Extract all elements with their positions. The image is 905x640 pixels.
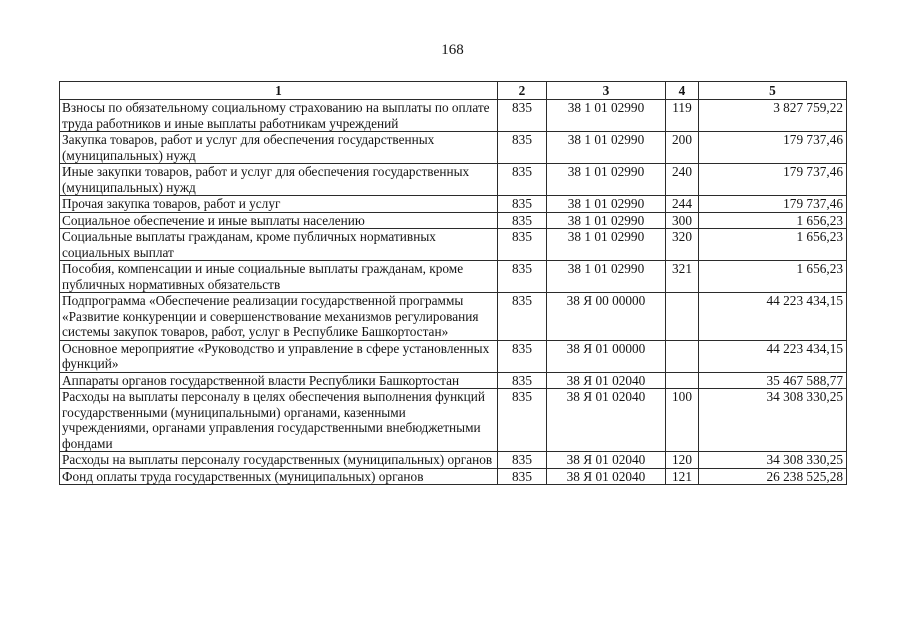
row-sum-cell: 44 223 434,15 xyxy=(699,293,847,341)
row-vr-cell: 321 xyxy=(666,261,699,293)
row-name-cell: Взносы по обязательному социальному страхованию на выплаты по оплате труда работников и иные выплаты работникам учреждений xyxy=(60,100,498,132)
row-ved-cell: 835 xyxy=(498,340,547,372)
row-csr-cell: 38 Я 01 02040 xyxy=(547,468,666,485)
row-vr-cell xyxy=(666,293,699,341)
table-body xyxy=(60,100,847,485)
row-vr-cell: 240 xyxy=(666,164,699,196)
row-csr-cell: 38 Я 01 02040 xyxy=(547,389,666,452)
row-csr-cell: 38 1 01 02990 xyxy=(547,212,666,229)
row-name-cell: Закупка товаров, работ и услуг для обеспечения государственных (муниципальных) нужд xyxy=(60,132,498,164)
row-ved-cell: 835 xyxy=(498,100,547,132)
page-number: 168 xyxy=(441,42,464,58)
table-header-row xyxy=(60,82,847,100)
row-ved-cell: 835 xyxy=(498,212,547,229)
table-row xyxy=(60,389,847,452)
row-vr-cell: 100 xyxy=(666,389,699,452)
row-name-cell: Фонд оплаты труда государственных (муниципальных) органов xyxy=(60,468,498,485)
table-row xyxy=(60,229,847,261)
row-sum-cell: 179 737,46 xyxy=(699,164,847,196)
table-row xyxy=(60,132,847,164)
row-csr-cell: 38 1 01 02990 xyxy=(547,132,666,164)
row-sum-cell: 1 656,23 xyxy=(699,229,847,261)
row-sum-cell: 44 223 434,15 xyxy=(699,340,847,372)
header-col-2: 2 xyxy=(498,82,547,100)
row-ved-cell: 835 xyxy=(498,389,547,452)
row-sum-cell: 34 308 330,25 xyxy=(699,389,847,452)
row-sum-cell: 34 308 330,25 xyxy=(699,452,847,469)
row-name-cell: Иные закупки товаров, работ и услуг для обеспечения государственных (муниципальных) нужд xyxy=(60,164,498,196)
row-csr-cell: 38 1 01 02990 xyxy=(547,100,666,132)
row-csr-cell: 38 Я 01 02040 xyxy=(547,372,666,389)
row-vr-cell: 300 xyxy=(666,212,699,229)
row-vr-cell: 121 xyxy=(666,468,699,485)
row-name-cell: Социальное обеспечение и иные выплаты населению xyxy=(60,212,498,229)
row-name-cell: Расходы на выплаты персоналу государственных (муниципальных) органов xyxy=(60,452,498,469)
table-row xyxy=(60,452,847,469)
table-row xyxy=(60,340,847,372)
row-csr-cell: 38 1 01 02990 xyxy=(547,261,666,293)
row-vr-cell xyxy=(666,340,699,372)
row-sum-cell: 1 656,23 xyxy=(699,261,847,293)
row-ved-cell: 835 xyxy=(498,261,547,293)
row-name-cell: Основное мероприятие «Руководство и управление в сфере установленных функций» xyxy=(60,340,498,372)
header-col-1: 1 xyxy=(60,82,498,100)
row-csr-cell: 38 Я 00 00000 xyxy=(547,293,666,341)
row-sum-cell: 1 656,23 xyxy=(699,212,847,229)
row-csr-cell: 38 Я 01 00000 xyxy=(547,340,666,372)
header-col-3: 3 xyxy=(547,82,666,100)
row-sum-cell: 3 827 759,22 xyxy=(699,100,847,132)
row-vr-cell: 120 xyxy=(666,452,699,469)
budget-table xyxy=(59,81,847,485)
table-row xyxy=(60,468,847,485)
row-ved-cell: 835 xyxy=(498,229,547,261)
row-sum-cell: 179 737,46 xyxy=(699,132,847,164)
row-csr-cell: 38 1 01 02990 xyxy=(547,164,666,196)
header-col-4: 4 xyxy=(666,82,699,100)
row-name-cell: Социальные выплаты гражданам, кроме публичных нормативных социальных выплат xyxy=(60,229,498,261)
row-ved-cell: 835 xyxy=(498,164,547,196)
table-row xyxy=(60,212,847,229)
row-vr-cell: 244 xyxy=(666,196,699,213)
header-col-5: 5 xyxy=(699,82,847,100)
table-row xyxy=(60,293,847,341)
row-name-cell: Расходы на выплаты персоналу в целях обеспечения выполнения функций государственными (муниципальными) органами, казенными учреждениями, органами управления государственными внебюджетными фондами xyxy=(60,389,498,452)
table-row xyxy=(60,164,847,196)
row-vr-cell: 119 xyxy=(666,100,699,132)
row-vr-cell: 200 xyxy=(666,132,699,164)
row-name-cell: Аппараты органов государственной власти Республики Башкортостан xyxy=(60,372,498,389)
table-row xyxy=(60,100,847,132)
row-ved-cell: 835 xyxy=(498,452,547,469)
row-csr-cell: 38 1 01 02990 xyxy=(547,229,666,261)
row-name-cell: Подпрограмма «Обеспечение реализации государственной программы «Развитие конкуренции и совершенствование механизмов регулирования системы закупок товаров, работ, услуг в Республике Башкортостан» xyxy=(60,293,498,341)
row-vr-cell: 320 xyxy=(666,229,699,261)
row-name-cell: Прочая закупка товаров, работ и услуг xyxy=(60,196,498,213)
row-ved-cell: 835 xyxy=(498,372,547,389)
row-ved-cell: 835 xyxy=(498,293,547,341)
row-sum-cell: 26 238 525,28 xyxy=(699,468,847,485)
table-row xyxy=(60,196,847,213)
row-ved-cell: 835 xyxy=(498,196,547,213)
row-ved-cell: 835 xyxy=(498,132,547,164)
row-vr-cell xyxy=(666,372,699,389)
row-csr-cell: 38 1 01 02990 xyxy=(547,196,666,213)
table-row xyxy=(60,261,847,293)
row-csr-cell: 38 Я 01 02040 xyxy=(547,452,666,469)
row-sum-cell: 179 737,46 xyxy=(699,196,847,213)
row-ved-cell: 835 xyxy=(498,468,547,485)
row-sum-cell: 35 467 588,77 xyxy=(699,372,847,389)
row-name-cell: Пособия, компенсации и иные социальные выплаты гражданам, кроме публичных нормативных обязательств xyxy=(60,261,498,293)
table-row xyxy=(60,372,847,389)
